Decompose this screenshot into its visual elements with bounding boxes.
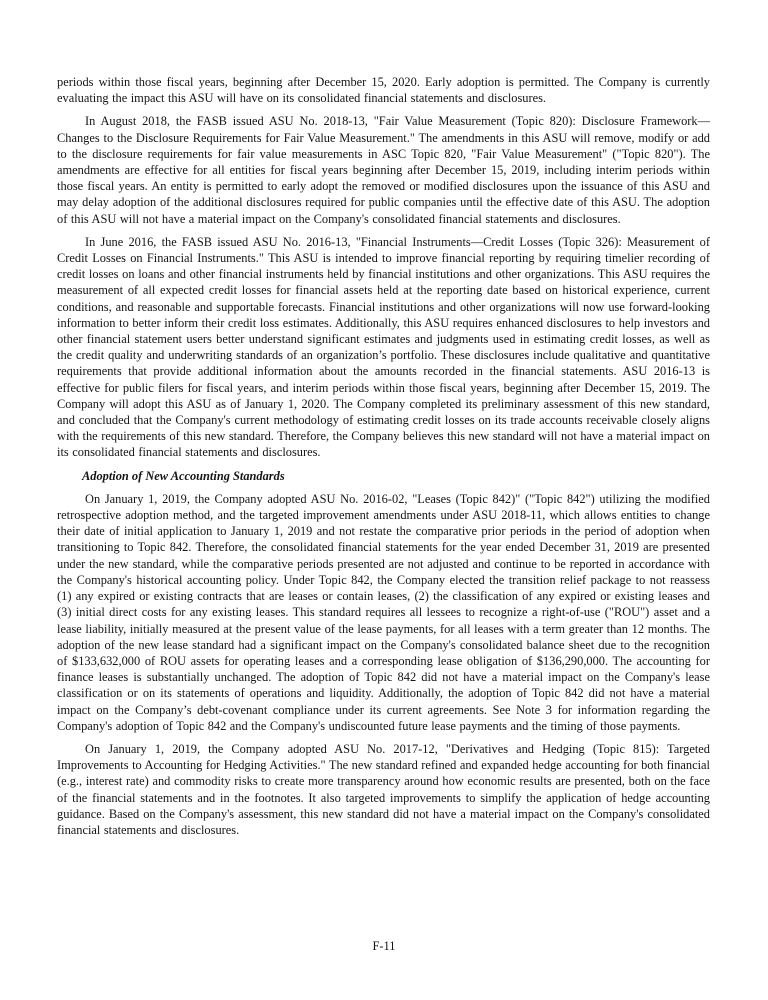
document-body — [57, 74, 710, 845]
paragraph-continuation: periods within those fiscal years, beginning after December 15, 2020. Early adoption is permitted. The Company is currently evaluating the impact this ASU will have on its consolidated financial statements and disclosures. — [57, 75, 710, 106]
section-heading: Adoption of New Accounting Standards — [82, 468, 285, 483]
paragraph-asu-2016-02: On January 1, 2019, the Company adopted ASU No. 2016-02, "Leases (Topic 842)" ("Topic 842") utilizing the modified retrospective adoption method, and the targeted improvement amendments under ASU 2018-11, which allows entities to change their date of initial application to January 1, 2019 and not restate the comparative prior periods in the period of adoption when transitioning to Topic 842. Therefore, the consolidated financial statements for the year ended December 31, 2019 are presented under the new standard, while the comparative periods presented are not adjusted and continue to be reported in accordance with the Company's historical accounting policy. Under Topic 842, the Company elected the transition relief package to not reassess (1) any expired or existing contracts that are leases or contain leases, (2) the classification of any expired or existing leases and (3) initial direct costs for any existing leases. This standard requires all lessees to recognize a right-of-use ("ROU") asset and a lease liability, initially measured at the present value of the lease payments, for all leases with a term greater than 12 months. The adoption of the new lease standard had a significant impact on the Company's consolidated balance sheet due to the recognition of $133,632,000 of ROU assets for operating leases and a corresponding lease obligation of $136,290,000. The accounting for finance leases is substantially unchanged. The adoption of Topic 842 did not have a material impact on the Company's lease classification or on its statements of operations and liquidity. Additionally, the adoption of Topic 842 did not have a material impact on the Company’s debt-covenant compliance under its current agreements. See Note 3 for information regarding the Company's adoption of Topic 842 and the Company's undiscounted future lease payments and the timing of those payments. — [57, 491, 710, 733]
paragraph-asu-2016-13: In June 2016, the FASB issued ASU No. 2016-13, "Financial Instruments—Credit Losses (Topic 326): Measurement of Credit Losses on Financial Instruments." This ASU is intended to improve financial reporting by requiring timelier recording of credit losses on loans and other financial instruments held by financial institutions and other organizations. This ASU requires the measurement of all expected credit losses for financial assets held at the reporting date based on historical experience, current conditions, and reasonable and supportable forecasts. Financial institutions and other organizations will now use forward-looking information to better inform their credit loss estimates. Additionally, this ASU requires enhanced disclosures to help investors and other financial statement users better understand significant estimates and judgments used in estimating credit losses, as well as the credit quality and underwriting standards of an organization’s portfolio. These disclosures include qualitative and quantitative requirements that provide additional information about the amounts recorded in the financial statements. ASU 2016-13 is effective for public filers for fiscal years, and interim periods within those fiscal years, beginning after December 15, 2019. The Company will adopt this ASU as of January 1, 2020. The Company completed its preliminary assessment of this new standard, and concluded that the Company's current methodology of estimating credit losses on its trade accounts receivable closely aligns with the requirements of this new standard. Therefore, the Company believes this new standard will not have a material impact on its consolidated financial statements and disclosures. — [57, 234, 710, 460]
page-number: F-11 — [372, 939, 396, 953]
paragraph-asu-2018-13: In August 2018, the FASB issued ASU No. 2018-13, "Fair Value Measurement (Topic 820): Disclosure Framework—Changes to the Disclosure Requirements for Fair Value Measurement." The amendments in this ASU will remove, modify or add to the disclosure requirements for fair value measurements in ASC Topic 820, "Fair Value Measurement" ("Topic 820"). The amendments are effective for all entities for fiscal years beginning after December 15, 2019, including interim periods within those fiscal years. An entity is permitted to early adopt the removed or modified disclosures upon the issuance of this ASU and may delay adoption of the additional disclosures required for public companies until the effective date of this ASU. The adoption of this ASU will not have a material impact on the Company's consolidated financial statements and disclosures. — [57, 114, 710, 226]
paragraph-asu-2017-12: On January 1, 2019, the Company adopted ASU No. 2017-12, "Derivatives and Hedging (Topic 815): Targeted Improvements to Accounting for Hedging Activities." The new standard refined and expanded hedge accounting for both financial (e.g., interest rate) and commodity risks to create more transparency around how economic results are presented, both on the face of the financial statements and in the footnotes. It also targeted improvements to simplify the application of hedge accounting guidance. Based on the Company's assessment, this new standard did not have a material impact on the Company's consolidated financial statements and disclosures. — [57, 741, 710, 837]
